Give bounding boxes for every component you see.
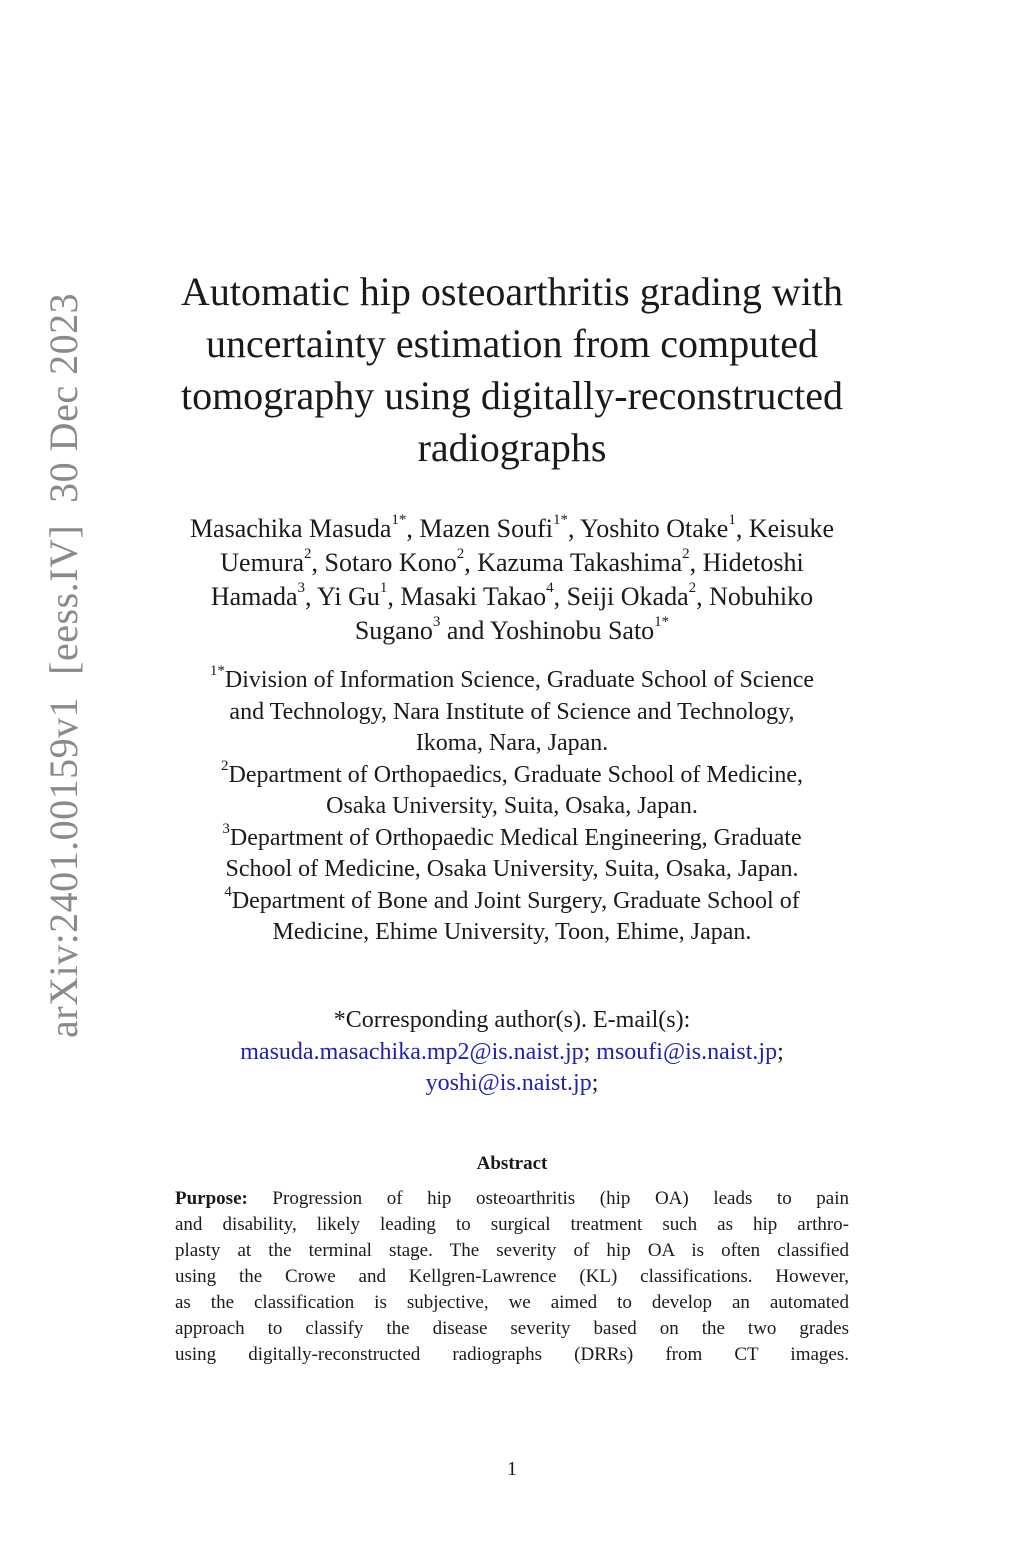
author-conjunction: and (446, 616, 485, 645)
abstract-line: and disability, likely leading to surgical treatment such as hip arthro- (175, 1214, 849, 1235)
title-line: uncertainty estimation from computed (205, 321, 819, 366)
abstract-body (175, 1186, 849, 1368)
author-superscript: 1* (552, 512, 568, 529)
abstract-line: Purpose: Progression of hip osteoarthritis (hip OA) leads to pain (175, 1188, 850, 1209)
author-superscript: 3 (297, 580, 305, 597)
arxiv-date: 30 Dec 2023 (41, 292, 86, 503)
author-name: Yi Gu (317, 582, 380, 611)
affiliation-superscript: 1* (209, 663, 225, 679)
correspondence-block (130, 1005, 894, 1100)
arxiv-identifier-stamp (40, 293, 87, 1038)
author-name: Yoshito Otake (580, 514, 729, 543)
purpose-label: Purpose: (175, 1188, 248, 1209)
abstract-line: as the classification is subjective, we aimed to develop an automated (175, 1292, 849, 1313)
author-superscript: 1* (654, 614, 670, 631)
affiliation-superscript: 4 (224, 883, 232, 900)
abstract-line: plasty at the terminal stage. The severity of hip OA is often classified (175, 1240, 849, 1261)
author-name: Masaki Takao (400, 582, 547, 611)
author-line (130, 614, 894, 648)
title-line: tomography using digitally-reconstructed (180, 373, 844, 418)
page-number: 1 (507, 1458, 517, 1480)
author-name: Keisuke (748, 514, 835, 543)
affiliation-list (130, 665, 894, 949)
affiliation-line: $^4$Department of Bone and Joint Surgery, Graduate School of (224, 883, 800, 914)
author-line: Hamada$^3$, Yi Gu$^1$, Masaki Takao$^4$, Seiji Okada$^2$, Nobuhiko (210, 580, 814, 611)
author-name: Uemura (220, 548, 305, 577)
author-name: Masachika Masuda (189, 514, 392, 543)
author-name: Kazuma Takashima (477, 548, 683, 577)
email-link-soufi[interactable]: msoufi@is.naist.jp (596, 1038, 778, 1065)
title-line: radiographs (417, 425, 607, 470)
author-superscript: 3 (432, 614, 441, 631)
affiliation-line: and Technology, Nara Institute of Science and Technology, (229, 698, 795, 725)
abstract-heading: Abstract (476, 1153, 548, 1174)
affiliation-line: $^3$Department of Orthopaedic Medical Engineering, Graduate (222, 820, 802, 851)
author-name: Hidetoshi (702, 548, 804, 577)
author-line: Masachika Masuda$^{1*}$, Mazen Soufi$^{1*}$, Yoshito Otake$^1$, Keisuke (189, 512, 835, 543)
email-link-masuda[interactable]: masuda.masachika.mp2@is.naist.jp (240, 1038, 584, 1065)
author-superscript: 4 (546, 580, 554, 597)
author-superscript: 1 (379, 580, 388, 597)
correspondence-emails: masuda.masachika.mp2@is.naist.jp; msoufi@is.naist.jp; (240, 1038, 784, 1065)
author-superscript: 2 (682, 546, 690, 563)
affiliation-superscript: 3 (222, 820, 230, 837)
arxiv-id: arXiv:2401.00159v1 (41, 696, 86, 1038)
author-superscript: 2 (688, 580, 697, 597)
author-name: Sotaro Kono (324, 548, 457, 577)
author-superscript: 1* (391, 512, 407, 529)
affiliation-line: Medicine, Ehime University, Toon, Ehime, Japan. (272, 919, 752, 945)
affiliation-line: $^{1*}$Division of Information Science, Graduate School of Science (209, 663, 815, 693)
abstract-line: using the Crowe and Kellgren-Lawrence (KL) classifications. However, (175, 1266, 849, 1287)
author-name: Yoshinobu Sato (489, 616, 655, 645)
author-superscript: 2 (304, 546, 312, 563)
author-name: Hamada (210, 582, 298, 611)
affiliation-line: Osaka University, Suita, Osaka, Japan. (326, 793, 698, 819)
abstract-line: using digitally-reconstructed radiographs (DRRs) from CT images. (175, 1344, 849, 1365)
affiliation-line: Ikoma, Nara, Japan. (415, 730, 609, 756)
correspondence-emails: yoshi@is.naist.jp; (425, 1070, 599, 1096)
author-name: Sugano (354, 616, 433, 645)
affiliation-line: $^2$Department of Orthopaedics, Graduate School of Medicine, (221, 757, 803, 788)
abstract-line: approach to classify the disease severity based on the two grades (175, 1318, 849, 1339)
author-superscript: 1 (728, 512, 736, 529)
email-link-sato[interactable]: yoshi@is.naist.jp (425, 1070, 592, 1096)
author-name: Mazen Soufi (419, 514, 553, 543)
author-name: Nobuhiko (709, 582, 814, 611)
author-superscript: 2 (456, 546, 465, 563)
affiliation-line: School of Medicine, Osaka University, Suita, Osaka, Japan. (225, 856, 799, 882)
author-list (130, 512, 894, 648)
affiliation-superscript: 2 (221, 757, 229, 774)
arxiv-category: [eess.IV] (41, 524, 86, 675)
author-line: Uemura$^2$, Sotaro Kono$^2$, Kazuma Takashima$^2$, Hidetoshi (220, 546, 804, 577)
paper-title (150, 266, 874, 474)
correspondence-label: *Corresponding author(s). E-mail(s): (333, 1007, 691, 1033)
author-name: Seiji Okada (566, 582, 689, 611)
title-line: Automatic hip osteoarthritis grading with (180, 269, 844, 314)
